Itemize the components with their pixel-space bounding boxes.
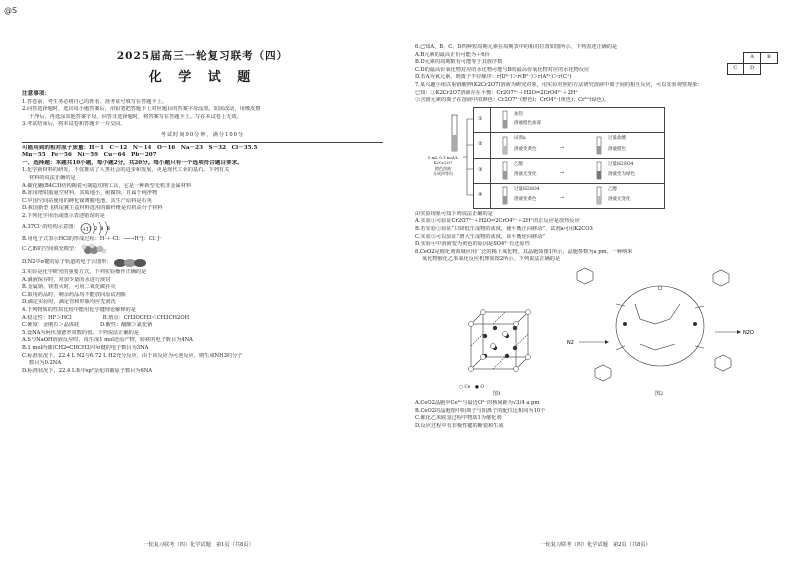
observation-label: 溶液变为绿色 [608, 171, 635, 177]
experiment-row-4 [474, 183, 664, 208]
question-line: D.滴定实验时，滴定管和形瓶均应先润洗 [22, 299, 116, 306]
question-line: C.取用药品时，剩余药品均不能放回原试剂瓶 [22, 291, 126, 298]
ceo2-unit-cell-diagram [461, 304, 541, 384]
observation-label: 溶液无变化 [608, 196, 631, 202]
reagent-label: 过量盐酸 [608, 135, 626, 141]
reagent-label: 过量H2SO4 [608, 161, 634, 167]
cell-b: B [761, 53, 778, 64]
page-footer: 一轮复习联考（四）化学试题 第2页（共8页） [540, 542, 651, 548]
question-line: C.D的最高价氧化物对应的水化物可能与B的最高价氧化物对应的水化物反应 [415, 66, 590, 73]
test-tube-icon [500, 110, 510, 130]
tube-label-line: K2Cr2O7 [433, 160, 453, 166]
question-line: 5.设NA为阿伏加德罗常数的值。下列说法正确的是 [22, 329, 139, 336]
question-line: B.CeO2的晶胞图中阴离子与阳离子的配位比相同为10个 [415, 407, 546, 414]
crystal-figures [415, 264, 780, 396]
experiment-row-2 [474, 132, 664, 159]
orbital-image [112, 258, 148, 268]
tube-label-line: 5 mL 0.1 mol/L [427, 154, 459, 160]
reagent-label: 乙醇 [514, 161, 523, 167]
reagent-label: 加热 [514, 111, 523, 117]
question-line: ②含铬元素的离子在溶液中的颜色：Cr2O7²⁻(橙色)；CrO4²⁻(黄色)；Cr³⁺(绿色)。 [415, 97, 610, 104]
reagent-label: 试剂a [514, 135, 526, 141]
tube-label-line: 分成四等份 [433, 170, 453, 176]
experiment-table [473, 107, 665, 209]
notice-heading: 注意事项： [22, 91, 50, 97]
question-line: A.S与NaOH溶液反应时，每生成1 mol还原产物，转移的电子数目为4NA [22, 337, 193, 344]
question-line: 1.化学新材料的研发，不仅推动了人类社会的进步和发展，更是现代工业的基石。下列有关 [22, 167, 230, 174]
experiment-row-1 [474, 108, 664, 133]
question-line: 4.下列物质的性质比较中能用化学键理论解释的是 [22, 307, 136, 314]
cell-c: C [727, 63, 744, 74]
subject-title: 化 学 试 题 [148, 70, 257, 85]
logo: @S [4, 6, 18, 15]
tube-label-line: 橙色溶液 [435, 165, 451, 171]
question-line: 氧化物催化乙苯氧化反应机理如图2所示。下列说法正确的是 [422, 256, 561, 263]
question-line: D.标准状况下，22.4 L苯中sp²杂化的碳原子数目为6NA [22, 367, 153, 374]
question-line: 6.已知A、B、C、D四种短周期元素在周期表中的相对位置如图所示，下列表述正确的是 [415, 44, 618, 50]
figure-legend: ○ Ce ● O [459, 384, 485, 390]
question-line: D.N2中σ键的原子轨道的电子云图形： [22, 259, 112, 266]
notice [22, 91, 383, 140]
question-line: 数目为0.2NA [29, 360, 62, 367]
question-line: B.用电子式表示HCl的形成过程：H·＋·Cl：──→H⁺[：Cl：]⁻ [22, 235, 162, 242]
question-line: D.若A为氧元素，则离子半径顺序：r(D³⁻)＞r(B²⁻)＞r(A³⁺)＞r(C⁺) [415, 74, 572, 81]
observation-label: 溶液橙色 [608, 146, 626, 152]
right-bottom [415, 400, 780, 430]
question-line: A.B元素的最高正价可能为＋6价 [415, 51, 490, 58]
question-line: B.金属钠、镁着火时，可用二氧化碳扑灭 [22, 284, 116, 291]
test-tube-icon [594, 161, 604, 181]
cell-d: D [744, 63, 761, 74]
divider [22, 142, 383, 143]
element-position-table [727, 52, 779, 75]
atomic-masses-line: 可能用到的相对原子质量：H－1 C－12 N－14 O－16 Na－23 S－32 Cl－35.5 [22, 144, 258, 151]
option-d-row [22, 257, 383, 269]
test-tube-icon [500, 161, 510, 181]
row-number: ② [478, 140, 483, 147]
atom-structure-diagram [79, 221, 119, 236]
section-heading: 一、选择题：本题共10小题，每小题2分，共20分。每小题只有一个选项符合题目要求。 [22, 159, 243, 166]
question-line: B.若实验②验证“只降低生成物的浓度，使平衡正向移动”，试剂a可用K2CO3 [415, 225, 593, 232]
question-line: 由实验现象可知下列说法正确的是 [415, 210, 493, 217]
figure-2-label: 图2 [655, 390, 664, 397]
question-line: C.中国空间站使用的砷化镓薄膜电池，其生产原料是石英 [22, 197, 152, 204]
reaction-mechanism-diagram [565, 264, 755, 394]
question-line: 已知：①K2Cr2O7溶液存在平衡：Cr2O7²⁻＋H2O⇌2CrO4²⁻＋2H⁺ [415, 89, 579, 96]
arrow-icon: → [560, 169, 565, 176]
exam-time: 考试时间90分钟，满分100分 [160, 131, 245, 138]
test-tube-icon [594, 186, 604, 206]
figure-1-label: 图1 [493, 390, 502, 397]
question-line: A.滴液保存时，常加少量的水进行液封 [22, 276, 111, 283]
question-line: C.乙醇的空间填充模型： [22, 246, 80, 253]
question-line: 7.某兴趣小组以重铬酸钾(K2Cr2O7)溶液为研究对象，用实验对照的方法研究溶液中离子间的相互反应，可以实验观察现象： [415, 81, 703, 88]
question-line: A.实验①可验证Cr2O7²⁻＋H2O⇌2CrO4²⁻＋2H⁺的正反应是放热反应 [415, 218, 580, 225]
arrow-icon: → [560, 194, 565, 201]
n2-label: N2 [567, 339, 574, 346]
svg-text:+17: +17 [81, 227, 92, 232]
test-tube-icon [594, 136, 604, 156]
atomic-masses [22, 145, 383, 160]
periodic-table-fragment [727, 52, 779, 75]
ethanol-model-image [79, 243, 111, 257]
row-number: ④ [478, 191, 483, 198]
row-number: ① [478, 115, 483, 122]
svg-text:8: 8 [100, 226, 104, 232]
question-line: B.冻用增铅脂氨空材料，其质地小，耐腐蚀，且属于纯净物 [22, 190, 158, 197]
reagent-label: 乙醇 [608, 186, 617, 192]
bracket-lines [461, 107, 473, 207]
question-line: B.D元素的周期数有可能等于其族序数 [415, 59, 503, 66]
notice-item: 干净后，再选涂其他答案字母。回答非选择题时，将答案写在答题卡上。写在本试卷上无效。 [29, 113, 242, 120]
option-a-row [22, 221, 383, 236]
notice-item: 2.回答选择题时，选出每小题答案后，用铅笔把答题卡上对应题目的答案字母涂黑。如需改动，用橡皮擦 [22, 106, 261, 113]
question-line: D.我国新型飞机尾翼主盒材料选用的碳纤维是有机高分子材料 [22, 205, 163, 212]
question-line: C.实验③可以验证“增大生成物的浓度，该平衡逆向移动” [415, 233, 546, 240]
question-line: C.硬度：金刚石＞晶体硅 D.酸性：醋酸＞氯化钠 [22, 322, 153, 329]
observation-label: 溶液变黄色 [514, 146, 537, 152]
exam-title: 2025届高三一轮复习联考（四） [116, 50, 289, 62]
observation-label: 溶液无变化 [514, 171, 537, 177]
question-line: 3.实验是化学研究的重要方式。下列实验操作正确的是 [22, 269, 147, 276]
reagent-label: 过量H2SO4 [514, 186, 540, 192]
question-line: A.稳定性：HF＞HCl B.熔点：CH3OCH3＜CH3CH2OH [22, 314, 190, 321]
observation-label: 溶液变黄色 [514, 196, 537, 202]
right-top [415, 44, 780, 105]
question-line: 8.CeO2是催化剂领域应用广泛的稀土氧化物，其晶胞如图1所示，晶胞参数为a pm。一种纳米 [415, 248, 633, 255]
question-line: B.1 mol丙烯(CH2═CHCH3)中σ键的电子数目为3NA [22, 345, 149, 352]
question-line: D.反应过程中有非极性键的断裂和生成 [415, 422, 504, 429]
row-number: ③ [478, 166, 483, 173]
question-line: D.实验④中溶液变为黄色的原因是SO4²⁻有还原性 [415, 241, 530, 248]
arrow-icon: → [560, 144, 565, 151]
n2o-label: N2O [743, 329, 754, 336]
svg-text:8: 8 [106, 226, 110, 232]
cell-a: A [744, 53, 761, 64]
test-tube-icon [500, 136, 510, 156]
test-tube-icon [500, 186, 510, 206]
question-line: C.催化乙苯脱氢过程中物质1为催化剂 [415, 415, 502, 422]
experiment-figure [415, 107, 780, 209]
right-mid [415, 211, 780, 264]
question-line: A.碳化硼(B4C3)结构陶瓷可制造切削工具，它是一种新型无机非金属材料 [22, 182, 192, 189]
question-line: A.CeO2晶胞中Ce⁴⁺与最近O²⁻的核间距为√3/4 a pm [415, 399, 540, 406]
question-line: A.37Cl⁻的结构示意图： [22, 224, 79, 231]
right-page [397, 0, 794, 562]
atomic-masses-line: Mn－55 Fe－56 Ni－59 Cu－64 Pb－207 [22, 152, 157, 159]
notice-item: 3.考试结束后，将本试卷和答题卡一并交回。 [22, 121, 126, 128]
tube-label [423, 155, 463, 177]
section-1 [22, 160, 383, 376]
experiment-row-3 [474, 158, 664, 184]
page-footer: 一轮复习联考（四）化学试题 第1页（共8页） [143, 542, 254, 548]
question-line: C.标准状况下，22.4 L N2与6.72 L H2充分反应，由于该反应为可逆反应，则生成NH3的分子 [22, 352, 243, 359]
notice-item: 1.答卷前，考生务必将自己的姓名、准考证号填写在答题卡上。 [22, 98, 168, 105]
option-c-row [22, 243, 383, 257]
svg-text:2: 2 [94, 226, 98, 232]
observation-label: 溶液橙色加深 [514, 120, 541, 126]
question-line: 材料的说法正确的是 [29, 174, 76, 181]
question-line: 2.下列化学用语或图示表述错误的是 [22, 212, 105, 219]
